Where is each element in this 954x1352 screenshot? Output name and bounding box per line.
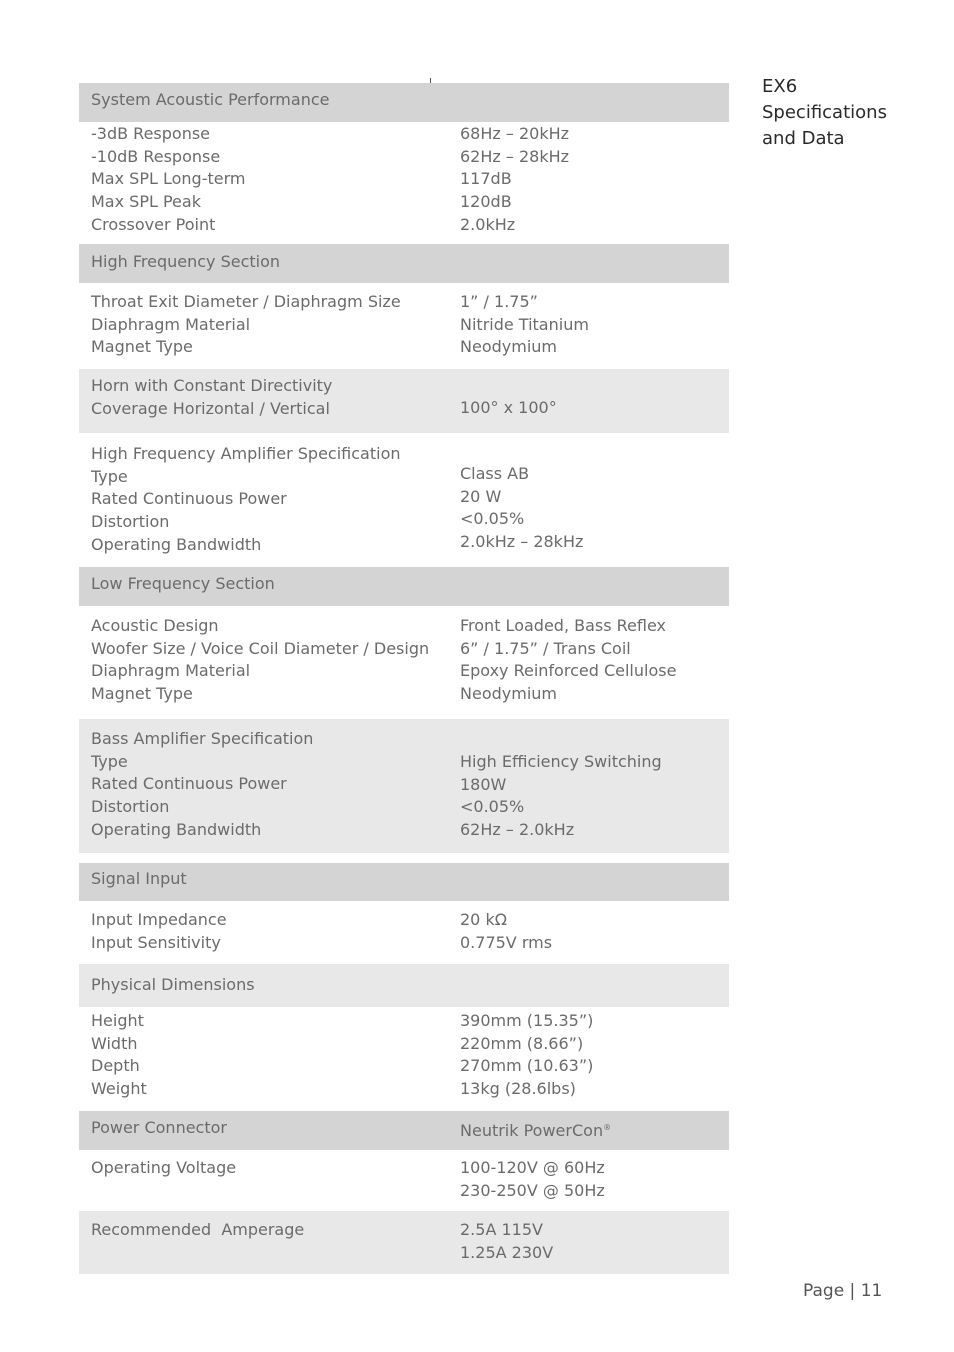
spec-label: Input Sensitivity [91,932,221,952]
spec-value: 390mm (15.35”) [460,1011,594,1030]
spec-label: Diaphragm Material [91,314,251,334]
spec-label: Magnet Type [91,337,193,357]
spec-label: Throat Exit Diameter / Diaphragm Size [91,292,401,311]
spec-value: <0.05% [460,797,525,817]
section-header-signal [79,863,729,901]
registered-mark: ® [603,1123,612,1132]
spec-value: <0.05% [460,509,525,529]
spec-table [79,83,729,1274]
spec-label: Operating Bandwidth [91,819,262,839]
spec-value: 220mm (8.66”) [460,1033,584,1053]
spec-values [430,909,729,964]
spec-value: 117dB [460,169,512,189]
spec-label: Max SPL Peak [91,192,201,212]
page-number: Page | 11 [803,1281,883,1301]
spec-value: 62Hz – 2.0kHz [460,820,575,840]
spec-value: 100-120V @ 60Hz [460,1158,605,1177]
spec-value: Nitride Titanium [460,314,589,334]
spec-labels [79,443,430,567]
spec-label: Max SPL Long-term [91,169,246,189]
spec-value: 0.775V rms [460,932,553,952]
section-title: Low Frequency Section [91,574,275,593]
spec-value: Neodymium [460,684,557,704]
spec-label: Magnet Type [91,684,193,704]
spec-value: 62Hz – 28kHz [460,146,570,166]
spec-row-amperage [79,1211,729,1274]
section-header-acoustic [79,83,729,122]
spec-value: 6” / 1.75” / Trans Coil [460,638,631,658]
spec-row-hf-driver [79,283,729,369]
spec-row-horn [79,369,729,433]
spec-value: Epoxy Reinforced Cellulose [460,661,677,681]
title-line-3: and Data [762,128,845,149]
spacer [79,853,729,863]
spec-labels [79,1219,430,1274]
section-header-physical [79,964,729,1007]
spec-label: Rated Continuous Power [91,489,287,509]
spec-labels [79,123,430,244]
spec-labels [79,1157,430,1211]
spec-labels [79,291,430,369]
spec-label: Horn with Constant Directivity [91,376,333,395]
spec-values [430,443,729,567]
section-title: System Acoustic Performance [91,90,330,109]
spec-labels [79,1010,430,1111]
spec-values [430,291,729,369]
spec-label: Weight [91,1079,147,1099]
spec-row-signal [79,901,729,964]
spec-value: 13kg (28.6lbs) [460,1079,576,1099]
spec-values [430,1219,729,1274]
spec-labels [79,728,430,853]
spec-value [430,1117,729,1150]
section-title: High Frequency Section [91,252,281,271]
spec-values [430,615,729,719]
spec-values [430,375,729,433]
spec-label: Operating Bandwidth [91,534,262,554]
spec-row-lf-driver [79,606,729,719]
spec-label: Bass Amplifier Specification [91,729,314,748]
spec-value: Neodymium [460,337,557,357]
spec-value: 180W [460,774,507,794]
spec-value: 1” / 1.75” [460,292,538,311]
spec-label: Width [91,1033,138,1053]
spec-row-voltage [79,1150,729,1211]
section-title: Physical Dimensions [91,975,255,994]
spec-values [430,123,729,244]
section-header-lf [79,567,729,606]
spec-label: Height [91,1011,144,1030]
spec-labels [79,375,430,433]
spec-row-bass-amp [79,719,729,853]
spec-value: High Efficiency Switching [460,752,662,771]
spec-row-hf-amp [79,433,729,567]
power-connector-value: Neutrik PowerCon [460,1121,604,1140]
spec-label: Coverage Horizontal / Vertical [91,398,330,418]
spec-value: 2.5A 115V [460,1220,543,1239]
spec-value: 2.0kHz [460,214,516,234]
spec-values [430,728,729,853]
spec-values [430,1157,729,1211]
spec-values [430,1010,729,1111]
spec-row-acoustic [79,122,729,244]
spec-value: 120dB [460,192,512,212]
spec-label: Crossover Point [91,214,216,234]
spec-label: -10dB Response [91,146,221,166]
spec-row-physical [79,1007,729,1111]
spec-value: 20 kΩ [460,910,507,929]
spec-label: -3dB Response [91,124,211,143]
spec-labels [79,615,430,719]
spec-value: 1.25A 230V [460,1242,554,1262]
spec-value: Front Loaded, Bass Reflex [460,616,666,635]
section-title: Power Connector [91,1118,227,1137]
spec-value: Class AB [460,464,530,483]
section-title: Signal Input [91,869,187,888]
spec-value: 270mm (10.63”) [460,1056,594,1076]
spec-label: High Frequency Amplifier Specification [91,444,401,463]
spec-label: Operating Voltage [91,1158,237,1177]
spec-label: Woofer Size / Voice Coil Diameter / Design [91,638,430,658]
spec-label: Depth [91,1056,140,1076]
spec-label: Recommended Amperage [91,1220,305,1239]
title-model: EX6 [762,76,798,97]
spec-labels [79,909,430,964]
section-header-power [79,1111,729,1150]
title-line-2: Specifications [762,102,887,123]
spec-label: Acoustic Design [91,616,219,635]
section-header-hf [79,244,729,283]
spec-label: Rated Continuous Power [91,774,287,794]
spec-label: Distortion [91,512,170,532]
spec-label: Type [91,466,128,486]
spec-label: Diaphragm Material [91,661,251,681]
spec-value: 20 W [460,486,502,506]
spec-value: 230-250V @ 50Hz [460,1180,605,1200]
spec-value: 2.0kHz – 28kHz [460,532,584,552]
spec-value: 100° x 100° [460,398,557,417]
spec-value: 68Hz – 20kHz [460,124,570,143]
spec-label: Distortion [91,797,170,817]
spec-label: Input Impedance [91,910,227,929]
document-title [762,74,942,152]
spec-label: Type [91,751,128,771]
